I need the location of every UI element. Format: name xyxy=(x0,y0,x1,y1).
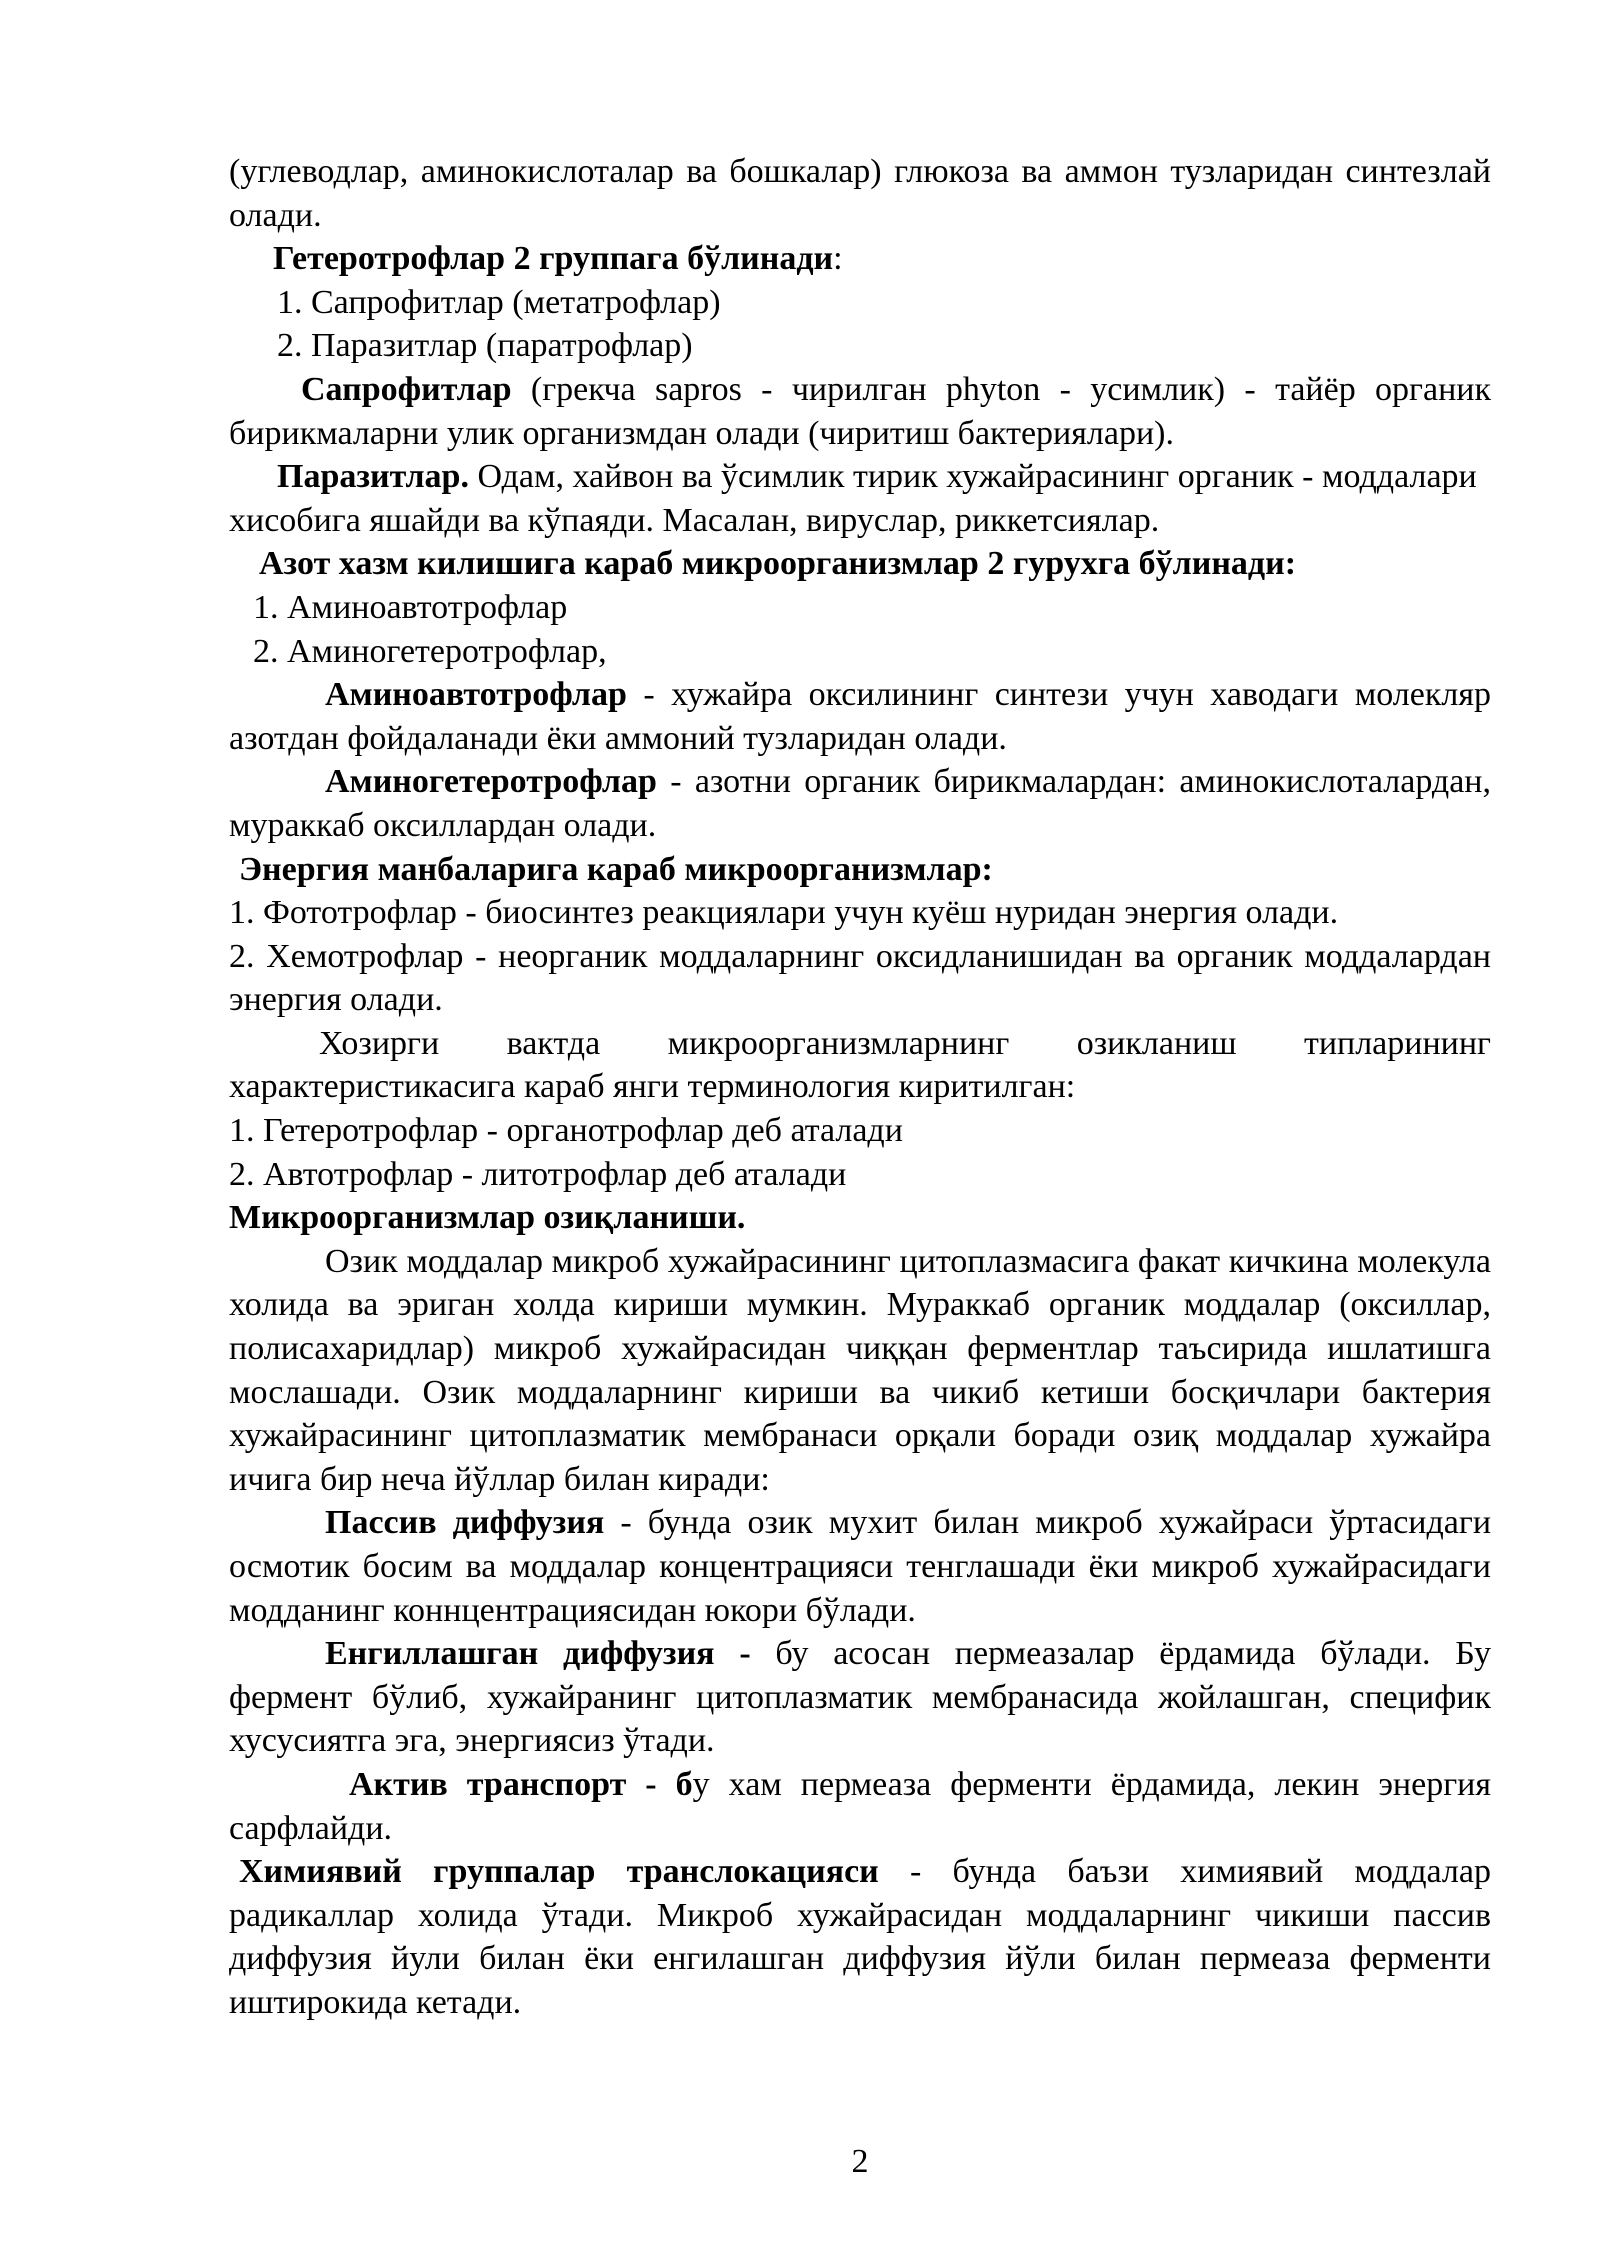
bold-term: Актив транспорт - б xyxy=(349,1765,693,1803)
paragraph-terminology-item-1 xyxy=(229,1109,1491,1153)
paragraph-text: хисобига яшайди ва кўпаяди. Масалан, вируслар, риккетсиялар. xyxy=(229,501,1160,539)
bold-term: Паразитлар. xyxy=(277,458,469,496)
paragraph-text: : xyxy=(833,240,843,278)
paragraph-text: 2. Аминогетеротрофлар, xyxy=(253,632,607,670)
paragraph-text: бу асосан пермеазалар ёрдамида бўлади. Бу фермент бўлиб, хужайранинг цитоплазматик мембранасида жойлашган, специфик хусусиятга эга, энергиясиз ўтади. xyxy=(229,1635,1491,1760)
paragraph-energy-item-2 xyxy=(229,935,1491,1022)
bold-term: Гетеротрофлар 2 группага бўлинади xyxy=(273,240,834,278)
paragraph-text: Хозирги вактда микроорганизмларнинг озикланиш типларининг характеристикасига караб янги терминология киритилган: xyxy=(229,1024,1491,1106)
paragraph-nutrition-paragraph xyxy=(229,1240,1491,1502)
paragraph-text: (грекча sapros - чирилган phyton - усимлик) - тайёр органик бирикмаларни улик организмдан олади (чиритиш бактериялари). xyxy=(229,370,1491,452)
paragraph-active-transport xyxy=(229,1763,1491,1850)
paragraph-text: Озик моддалар микроб хужайрасининг цитоплазмасига факат кичкина молекула холида ва эриган холда кириши мумкин. Мураккаб органик моддалар (оксиллар, полисахаридлар) микроб хужайрасидан чиққан ферментлар таъсирида ишлатишга мослашади. Озик моддаларнинг кириши ва чикиб кетиши босқичлари бактерия хужайрасининг цитоплазматик мембранаси орқали боради озиқ моддалар хужайра ичига бир неча йўллар билан киради: xyxy=(229,1242,1491,1498)
paragraph-text: - бунда баъзи химиявий моддалар радикаллар холида ўтади. Микроб хужайрасидан моддаларнинг чикиши пассив диффузия йули билан ёки енгилашган диффузия йўли билан пермеаза ферменти иштирокида кетади. xyxy=(229,1853,1491,2021)
bold-term: Энергия манбаларига караб микроорганизмлар: xyxy=(239,850,993,888)
paragraph-heterotrophs-heading xyxy=(229,237,1491,281)
bold-term: Пассив диффузия xyxy=(325,1504,605,1542)
paragraph-energy-item-1 xyxy=(229,891,1491,935)
paragraph-heterotrophs-item-1 xyxy=(229,281,1491,325)
paragraph-nitrogen-item-2 xyxy=(229,630,1491,674)
bold-term: Аминоавтотрофлар xyxy=(325,676,627,714)
paragraph-parasites-definition xyxy=(229,455,1491,499)
paragraph-terminology-item-2 xyxy=(229,1153,1491,1197)
bold-term: Аминогетеротрофлар xyxy=(325,763,657,801)
document-body xyxy=(229,150,1491,2025)
paragraph-text: (углеводлар, аминокислоталар ва бошкалар) глюкоза ва аммон тузларидан синтезлай олади. xyxy=(229,153,1491,234)
paragraph-text: 1. Гетеротрофлар - органотрофлар деб аталади xyxy=(229,1112,903,1150)
paragraph-energy-heading xyxy=(229,848,1491,892)
bold-term: Азот хазм килишига караб микроорганизмлар 2 гурухга бўлинади: xyxy=(259,545,1297,583)
paragraph-text: 1. Аминоавтотрофлар xyxy=(253,588,568,626)
paragraph-passive-diffusion xyxy=(229,1501,1491,1632)
paragraph-aminoautotrophs-definition xyxy=(229,673,1491,760)
paragraph-text: 2. Хемотрофлар - неорганик моддаларнинг оксидланишидан ва органик моддалардан энергия олади. xyxy=(229,937,1491,1019)
bold-term: Енгиллашган диффузия - xyxy=(325,1635,751,1673)
paragraph-text: 1. Фототрофлар - биосинтез реакциялари учун куёш нуридан энергия олади. xyxy=(229,894,1339,932)
paragraph-text: - азотни органик бирикмалардан: аминокислоталардан, мураккаб оксиллардан олади. xyxy=(229,763,1491,844)
bold-term: Сапрофитлар xyxy=(301,370,512,408)
paragraph-text: 2. Паразитлар (паратрофлар) xyxy=(277,327,693,365)
paragraph-group-translocation xyxy=(229,1850,1491,2024)
paragraph-intro-continuation xyxy=(229,150,1491,237)
paragraph-heterotrophs-item-2 xyxy=(229,324,1491,368)
paragraph-nitrogen-heading xyxy=(229,542,1491,586)
paragraph-parasites-continuation xyxy=(229,499,1491,543)
paragraph-text: Одам, хайвон ва ўсимлик тирик хужайрасининг органик - моддалари xyxy=(468,458,1477,496)
paragraph-aminoheterotrophs-definition xyxy=(229,760,1491,847)
paragraph-text: 2. Автотрофлар - литотрофлар деб аталади xyxy=(229,1155,847,1193)
paragraph-nitrogen-item-1 xyxy=(229,586,1491,630)
bold-term: Микроорганизмлар озиқланиши. xyxy=(229,1199,746,1237)
page-number: 2 xyxy=(851,2143,869,2180)
paragraph-text: у хам пермеаза ферменти ёрдамида, лекин энергия сарфлайди. xyxy=(229,1765,1491,1847)
paragraph-text: 1. Сапрофитлар (метатрофлар) xyxy=(277,283,721,321)
paragraph-nutrition-heading xyxy=(229,1196,1491,1240)
paragraph-saprophytes-definition xyxy=(229,368,1491,455)
bold-term: Химиявий группалар транслокацияси xyxy=(239,1853,879,1891)
paragraph-terminology-paragraph xyxy=(229,1022,1491,1109)
paragraph-facilitated-diffusion xyxy=(229,1632,1491,1763)
paragraph-text: - хужайра оксилининг синтези учун хаводаги молекляр азотдан фойдаланади ёки аммоний тузларидан олади. xyxy=(229,676,1491,757)
paragraph-text: - бунда озик мухит билан микроб хужайраси ўртасидаги осмотик босим ва моддалар концентрацияси тенглашади ёки микроб хужайрасидаги модданинг коннцентрациясидан юкори бўлади. xyxy=(229,1504,1492,1629)
